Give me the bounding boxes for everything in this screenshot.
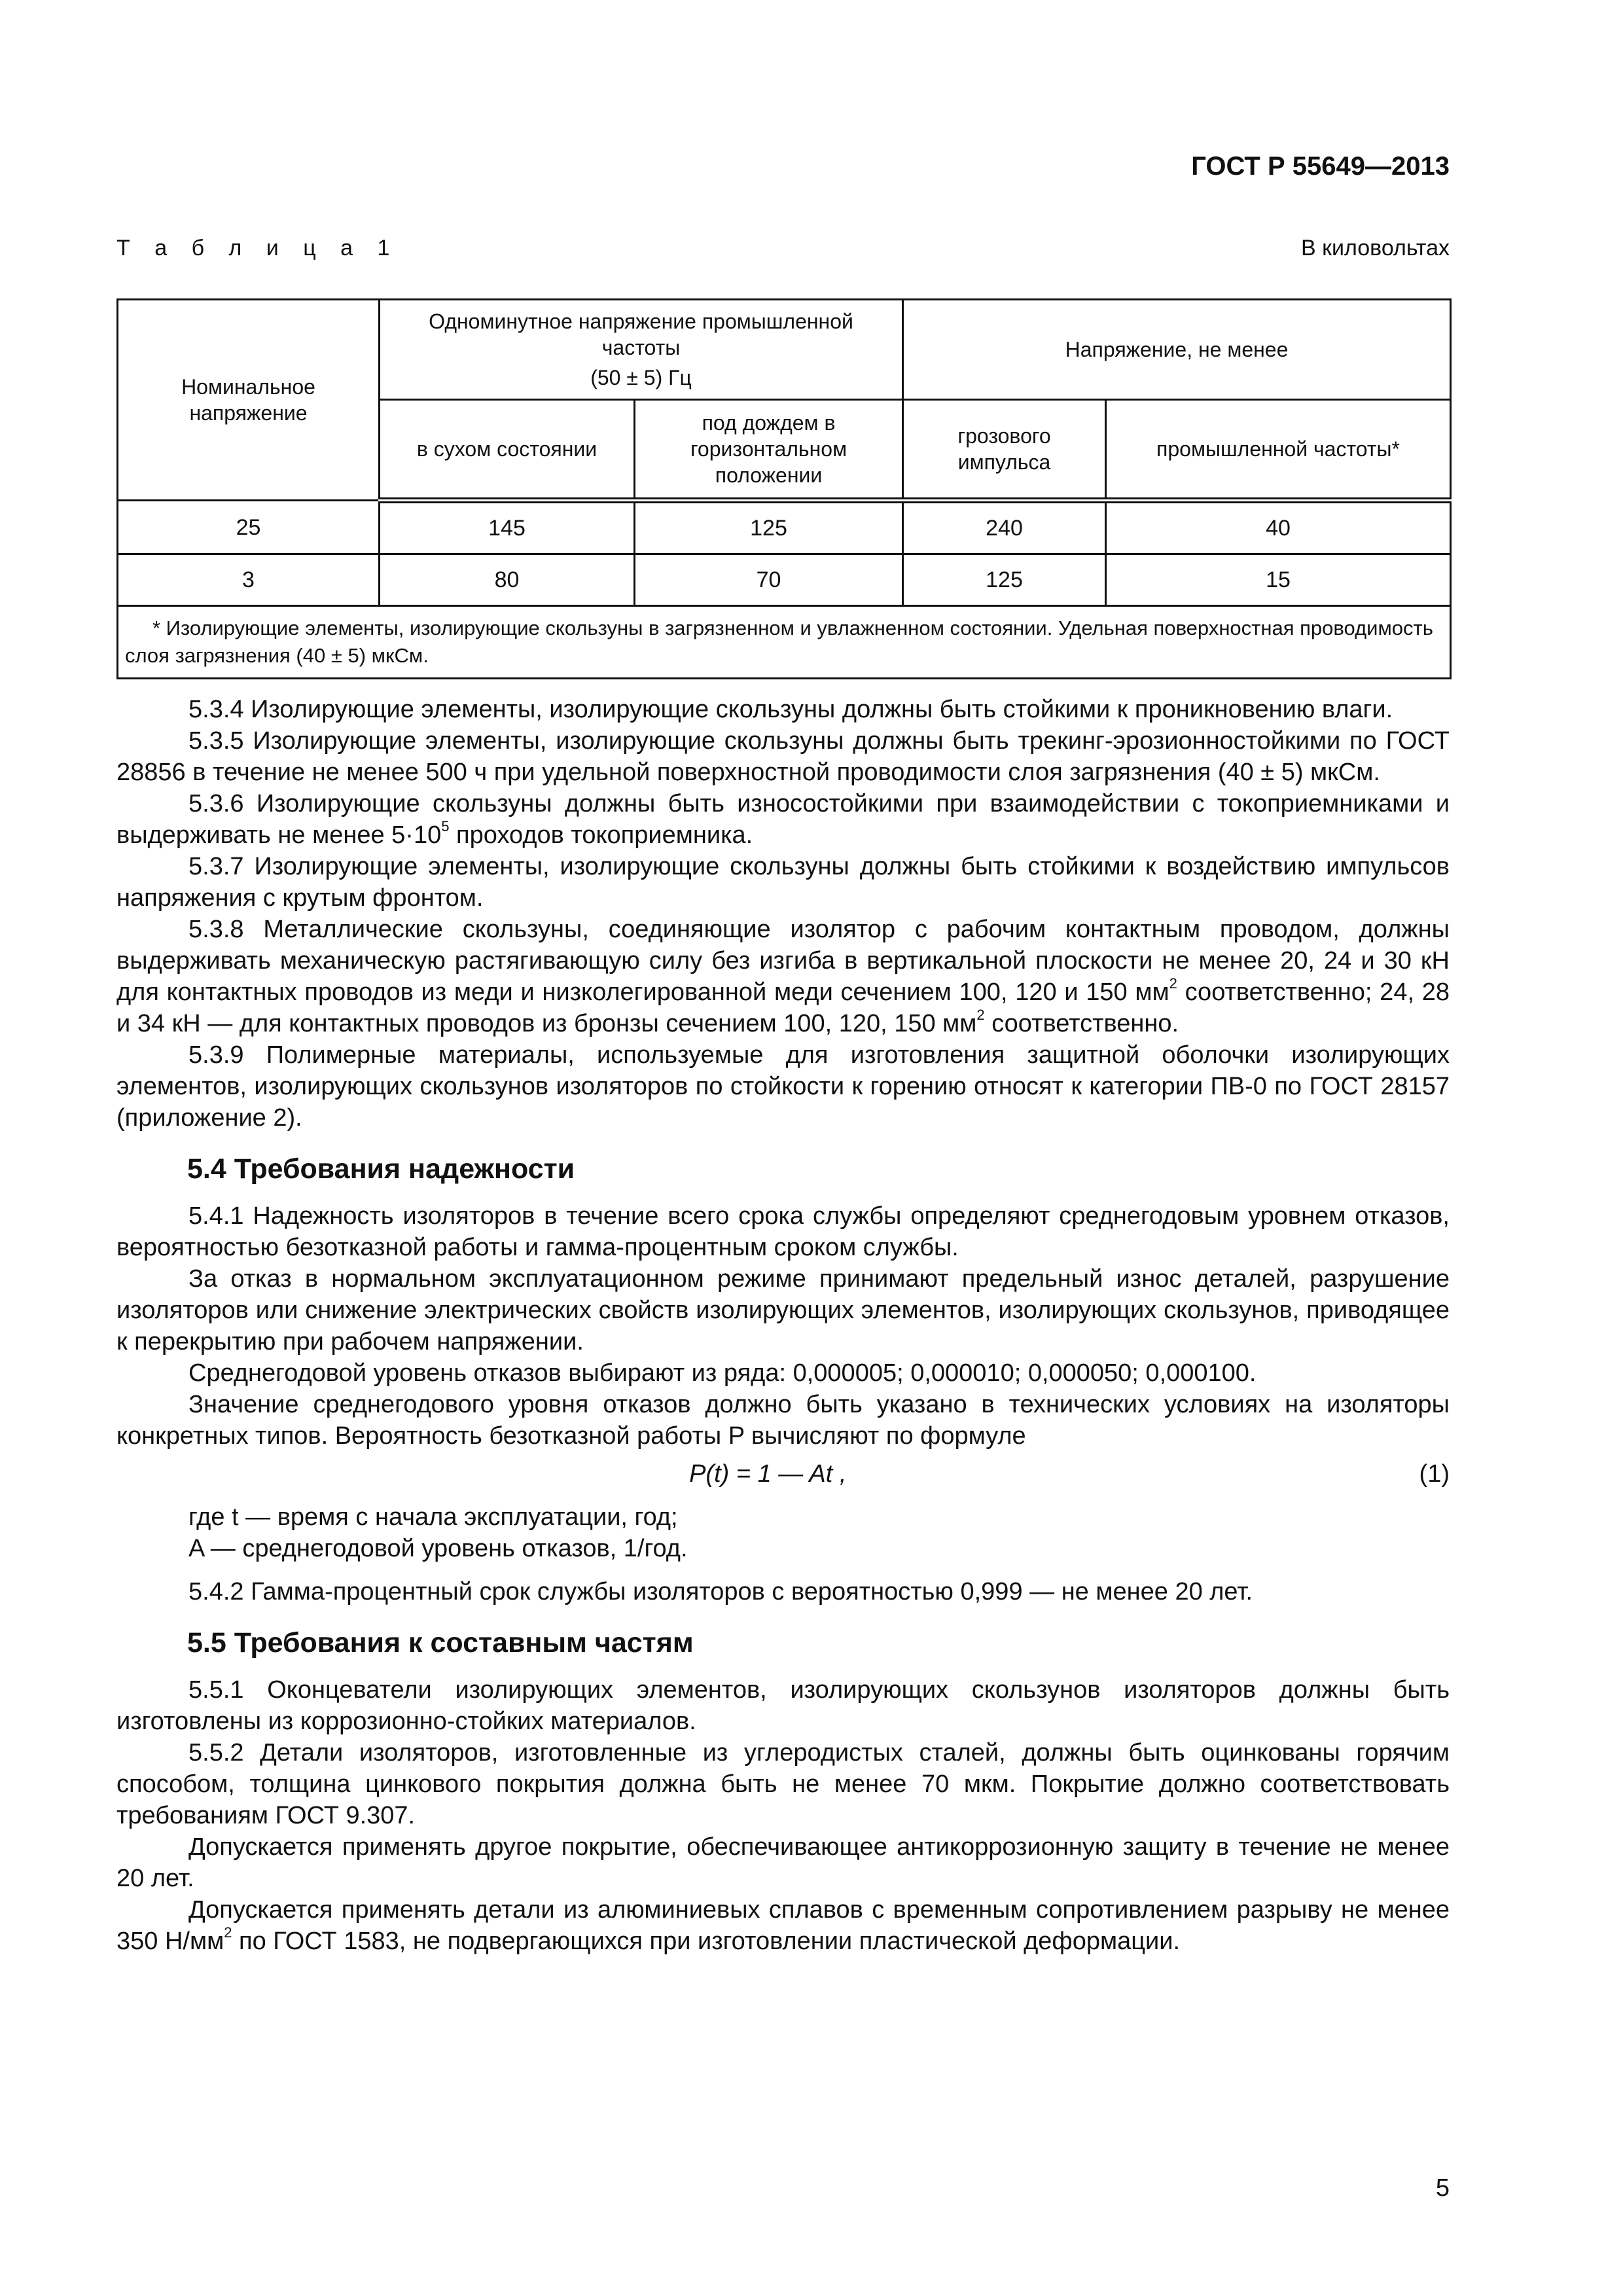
header-one-minute (380, 300, 903, 400)
formula-number: (1) (1419, 1460, 1450, 1488)
paragraph-text: по ГОСТ 1583, не подвергающихся при изготовлении пластической деформации. (232, 1928, 1180, 1955)
paragraph-5-3-9: 5.3.9 Полимерные материалы, используемые для изготовления защитной оболочки изолирующих элементов, изолирующих скользунов изоляторов по стойкости к горению относят к категории ПВ-0 по ГОСТ 28157 (приложение 2). (116, 1041, 1450, 1132)
paragraph-aluminium (116, 1894, 1450, 1957)
header-industrial: промышленной частоты* (1106, 400, 1451, 501)
table-row (118, 554, 1451, 606)
formula-where-t: где t — время с начала эксплуатации, год; (188, 1503, 678, 1531)
section-heading-5-5: 5.5 Требования к составным частям (187, 1627, 694, 1659)
table-cell: 25 (118, 501, 380, 554)
formula-expression: P(t) = 1 — At , (689, 1460, 847, 1488)
paragraph-5-3-6 (116, 788, 1450, 851)
table-cell: 15 (1106, 554, 1451, 606)
paragraph-5-4-2: 5.4.2 Гамма-процентный срок службы изоляторов с вероятностью 0,999 — не менее 20 лет. (188, 1578, 1253, 1605)
table-cell: 240 (903, 501, 1106, 554)
header-lightning: грозового импульса (903, 400, 1106, 501)
header-nominal: Номинальное напряжение (118, 300, 380, 501)
header-one-minute-label: Одноминутное напряжение промышленной частоты (429, 310, 853, 359)
header-voltage-min: Напряжение, не менее (903, 300, 1451, 400)
page-number: 5 (1435, 2174, 1450, 2202)
table-cell: 125 (903, 554, 1106, 606)
section-heading-5-4: 5.4 Требования надежности (187, 1153, 575, 1185)
table-cell: 145 (380, 501, 635, 554)
superscript: 5 (441, 818, 450, 834)
table-row (118, 501, 1451, 554)
paragraph-text: 5.3.6 Изолирующие скользуны должны быть износостойкими при взаимодействии с токоприемниками и выдерживать не менее 5·10 (116, 790, 1450, 849)
superscript: 2 (1169, 975, 1177, 992)
paragraph-5-3-7: 5.3.7 Изолирующие элементы, изолирующие скользуны должны быть стойкими к воздействию импульсов напряжения с крутым фронтом. (116, 853, 1450, 912)
paragraph-formula-intro: Значение среднегодового уровня отказов должно быть указано в технических условиях на изоляторы конкретных типов. Вероятность безотказной работы P вычисляют по формуле (116, 1391, 1450, 1450)
paragraph-text: 5.3.8 Металлические скользуны, соединяющие изолятор с рабочим контактным проводом, должны выдерживать механическую растягивающую силу без изгиба в вертикальной плоскости не менее 20, 24 и 30 кН для контактных проводов из меди и низколегированной меди сечением 100, 120 и 150 мм (116, 916, 1450, 1006)
header-dry: в сухом состоянии (380, 400, 635, 501)
table-footnote-text: * Изолирующие элементы, изолирующие скользуны в загрязненном и увлажненном состоянии. Удельная поверхностная проводимость слоя загрязнения (40 ± 5) мкСм. (125, 617, 1433, 667)
table-cell: 3 (118, 554, 380, 606)
document-body (116, 694, 1450, 1957)
table-cell: 125 (635, 501, 903, 554)
table-unit: В киловольтах (1301, 236, 1450, 260)
superscript: 2 (224, 1924, 232, 1941)
superscript: 2 (976, 1007, 985, 1023)
header-rain: под дождем в горизонтальном положении (635, 400, 903, 501)
paragraph-alt-coating: Допускается применять другое покрытие, обеспечивающее антикоррозионную защиту в течение не менее 20 лет. (116, 1833, 1450, 1892)
table-cell: 80 (380, 554, 635, 606)
paragraph-5-3-8 (116, 914, 1450, 1039)
header-frequency: (50 ± 5) Гц (590, 366, 692, 389)
table-cell: 70 (635, 554, 903, 606)
paragraph-5-5-1: 5.5.1 Оконцеватели изолирующих элементов, изолирующих скользунов изоляторов должны быть изготовлены из коррозионно-стойких материалов. (116, 1676, 1450, 1735)
paragraph-failure-levels: Среднегодовой уровень отказов выбирают из ряда: 0,000005; 0,000010; 0,000050; 0,000100. (188, 1359, 1257, 1387)
paragraph-text: проходов токоприемника. (449, 821, 753, 849)
document-code: ГОСТ Р 55649—2013 (1191, 152, 1450, 181)
paragraph-5-3-4: 5.3.4 Изолирующие элементы, изолирующие скользуны должны быть стойкими к проникновению влаги. (188, 696, 1393, 723)
paragraph-5-5-2: 5.5.2 Детали изоляторов, изготовленные из углеродистых сталей, должны быть оцинкованы горячим способом, толщина цинкового покрытия должна быть не менее 70 мкм. Покрытие должно соответствовать требованиям ГОСТ 9.307. (116, 1739, 1450, 1829)
table-title: Т а б л и ц а 1 (116, 236, 399, 260)
paragraph-5-4-1: 5.4.1 Надежность изоляторов в течение всего срока службы определяют среднегодовым уровнем отказов, вероятностью безотказной работы и гамма-процентным сроком службы. (116, 1202, 1450, 1261)
paragraph-text: соответственно; 24, 28 и 34 кН — для контактных проводов из бронзы сечением 100, 120, 150 мм (116, 978, 1450, 1037)
voltage-table (116, 298, 1452, 679)
paragraph-text: Допускается применять детали из алюминиевых сплавов с временным сопротивлением разрыву не менее 350 Н/мм (116, 1896, 1450, 1955)
formula-1 (116, 1458, 1450, 1490)
paragraph-failure-definition: За отказ в нормальном эксплуатационном режиме принимают предельный износ деталей, разрушение изоляторов или снижение электрических свойств изолирующих элементов, изолирующих скользунов, приводящее к перекрытию при рабочем напряжении. (116, 1265, 1450, 1355)
formula-where-a: A — среднегодовой уровень отказов, 1/год. (188, 1535, 688, 1562)
table-footnote (118, 606, 1451, 679)
paragraph-5-3-5: 5.3.5 Изолирующие элементы, изолирующие скользуны должны быть трекинг-эрозионностойкими по ГОСТ 28856 в течение не менее 500 ч при удельной поверхностной проводимости слоя загрязнения (40 ± 5) мкСм. (116, 727, 1450, 786)
table-cell: 40 (1106, 501, 1451, 554)
paragraph-text: соответственно. (984, 1010, 1179, 1037)
table-caption (116, 236, 1450, 261)
